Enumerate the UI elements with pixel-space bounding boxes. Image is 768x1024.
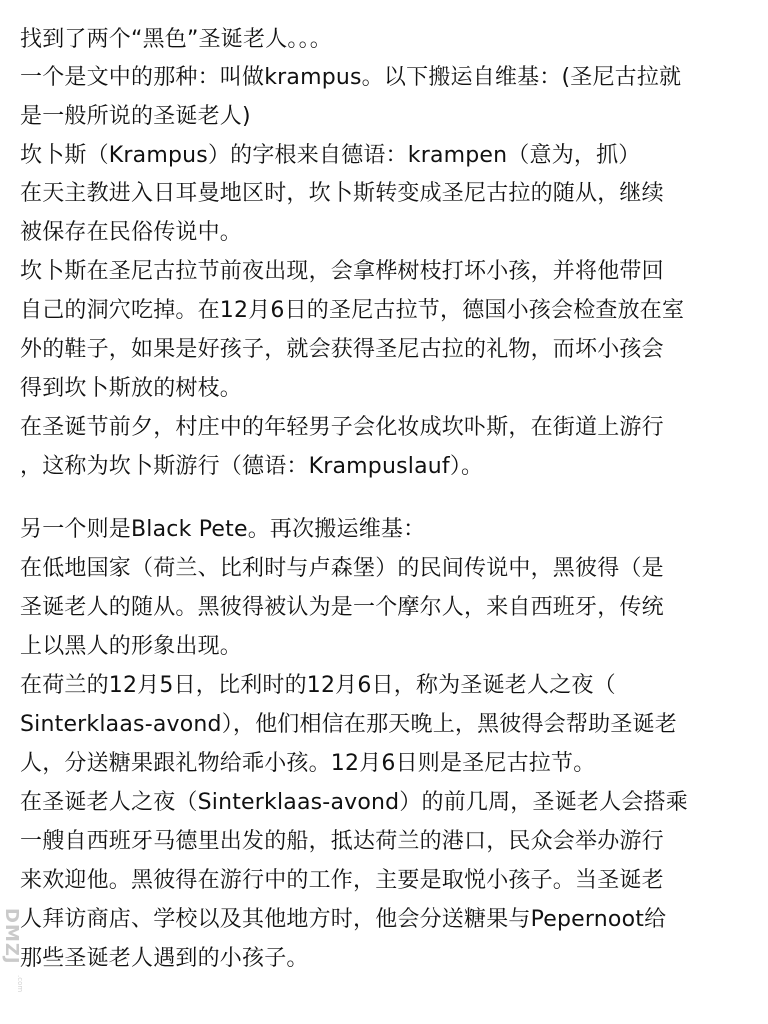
text-line: 在圣诞老人之夜（Sinterklaas-avond）的前几周，圣诞老人会搭乘: [20, 790, 688, 815]
text-line: 是一般所说的圣诞老人): [20, 104, 251, 129]
text-line: 来欢迎他。黑彼得在游行中的工作，主要是取悦小孩子。当圣诞老: [20, 868, 664, 893]
text-line: 得到坎卜斯放的树枝。: [20, 376, 243, 401]
text-line: 在低地国家（荷兰、比利时与卢森堡）的民间传说中，黑彼得（是: [20, 556, 664, 581]
text-line: 坎卜斯在圣尼古拉节前夜出现，会拿桦树枝打坏小孩，并将他带回: [20, 259, 664, 284]
text-line: 一个是文中的那种：叫做krampus。以下搬运自维基：(圣尼古拉就: [20, 65, 682, 90]
text-line: 另一个则是Black Pete。再次搬运维基：: [20, 517, 426, 542]
text-line: 圣诞老人的随从。黑彼得被认为是一个摩尔人，来自西班牙，传统: [20, 595, 664, 620]
watermark-domain: .com: [16, 975, 24, 993]
watermark-logo: DMZJ: [1, 908, 22, 965]
text-line: 在荷兰的12月5日，比利时的12月6日，称为圣诞老人之夜（: [20, 673, 616, 698]
text-line: ，这称为坎卜斯游行（德语：Krampuslauf）。: [20, 454, 484, 479]
text-line: 人，分送糖果跟礼物给乖小孩。12月6日则是圣尼古拉节。: [20, 751, 596, 776]
text-line: 上以黑人的形象出现。: [20, 634, 243, 659]
text-line: 找到了两个“黑色”圣诞老人。。。: [20, 27, 332, 52]
text-line: 人拜访商店、学校以及其他地方时，他会分送糖果与Pepernoot给: [20, 907, 667, 932]
text-line: 在天主教进入日耳曼地区时，坎卜斯转变成圣尼古拉的随从，继续: [20, 181, 664, 206]
text-line: Sinterklaas-avond），他们相信在那天晚上，黑彼得会帮助圣诞老: [20, 712, 677, 737]
text-line: 坎卜斯（Krampus）的字根来自德语：krampen（意为，抓）: [20, 143, 641, 168]
text-line: 被保存在民俗传说中。: [20, 220, 243, 245]
text-line: 一艘自西班牙马德里出发的船，抵达荷兰的港口，民众会举办游行: [20, 829, 664, 854]
text-line: 外的鞋子，如果是好孩子，就会获得圣尼古拉的礼物，而坏小孩会: [20, 337, 664, 362]
text-line: 那些圣诞老人遇到的小孩子。: [20, 946, 309, 971]
text-line: 在圣诞节前夕，村庄中的年轻男子会化妆成坎卟斯，在街道上游行: [20, 415, 664, 440]
text-line: 自己的洞穴吃掉。在12月6日的圣尼古拉节，德国小孩会检查放在室: [20, 298, 685, 323]
